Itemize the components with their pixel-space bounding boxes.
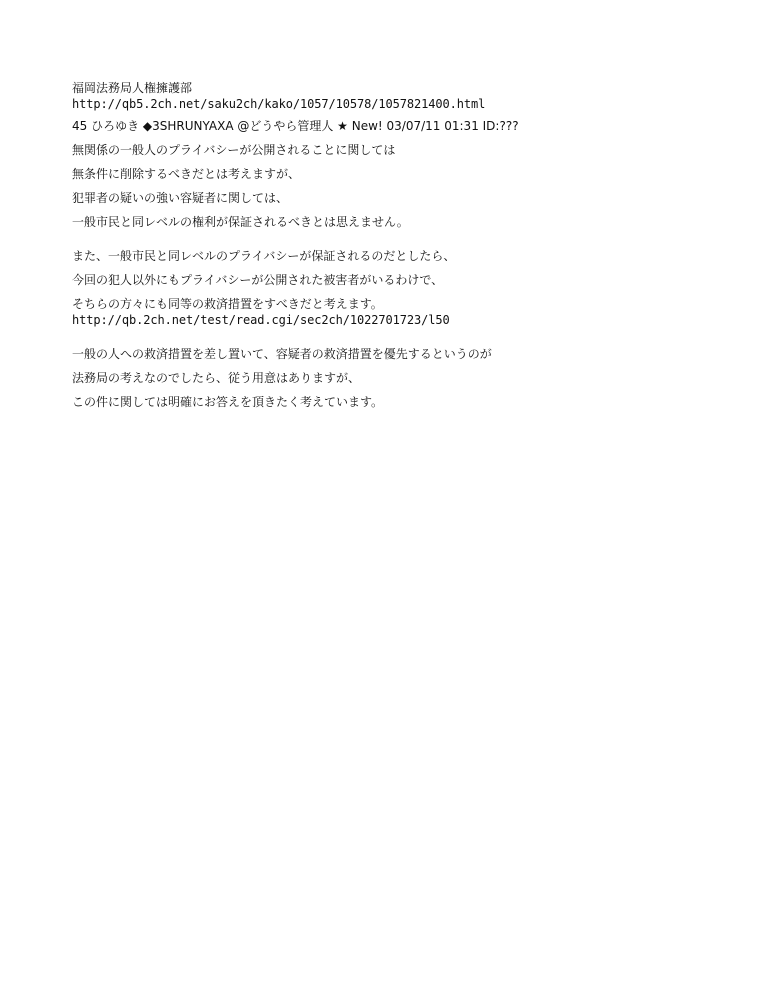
paragraph-1-line-4: 一般市民と同レベルの権利が保証されるべきとは思えません。 [72,215,409,229]
paragraph-1-line-3: 犯罪者の疑いの強い容疑者に関しては、 [72,191,289,205]
reference-url-link[interactable]: http://qb.2ch.net/test/read.cgi/sec2ch/1022701723/l50 [72,313,450,327]
paragraph-3-line-1: 一般の人への救済措置を差し置いて、容疑者の救済措置を優先するというのが [72,347,492,361]
post-meta: 45 ひろゆき ◆3SHRUNYAXA @どうやら管理人 ★ New! 03/07/11 01:31 ID:??? [72,119,519,133]
paragraph-1-line-1: 無関係の一般人のプライバシーが公開されることに関しては [72,143,396,157]
paragraph-2-line-3: そちらの方々にも同等の救済措置をすべきだと考えます。 [72,297,383,311]
document-title: 福岡法務局人権擁護部 [72,81,193,95]
paragraph-3-line-3: この件に関しては明確にお答えを頂きたく考えています。 [72,395,384,409]
source-url-link[interactable]: http://qb5.2ch.net/saku2ch/kako/1057/10578/1057821400.html [72,97,486,111]
paragraph-2-line-2: 今回の犯人以外にもプライバシーが公開された被害者がいるわけで、 [72,273,444,287]
document-page [72,80,712,410]
paragraph-1-line-2: 無条件に削除するべきだとは考えますが、 [72,167,301,181]
paragraph-2-line-1: また、一般市民と同レベルのプライバシーが保証されるのだとしたら、 [72,249,456,263]
paragraph-3-line-2: 法務局の考えなのでしたら、従う用意はありますが、 [72,371,361,385]
